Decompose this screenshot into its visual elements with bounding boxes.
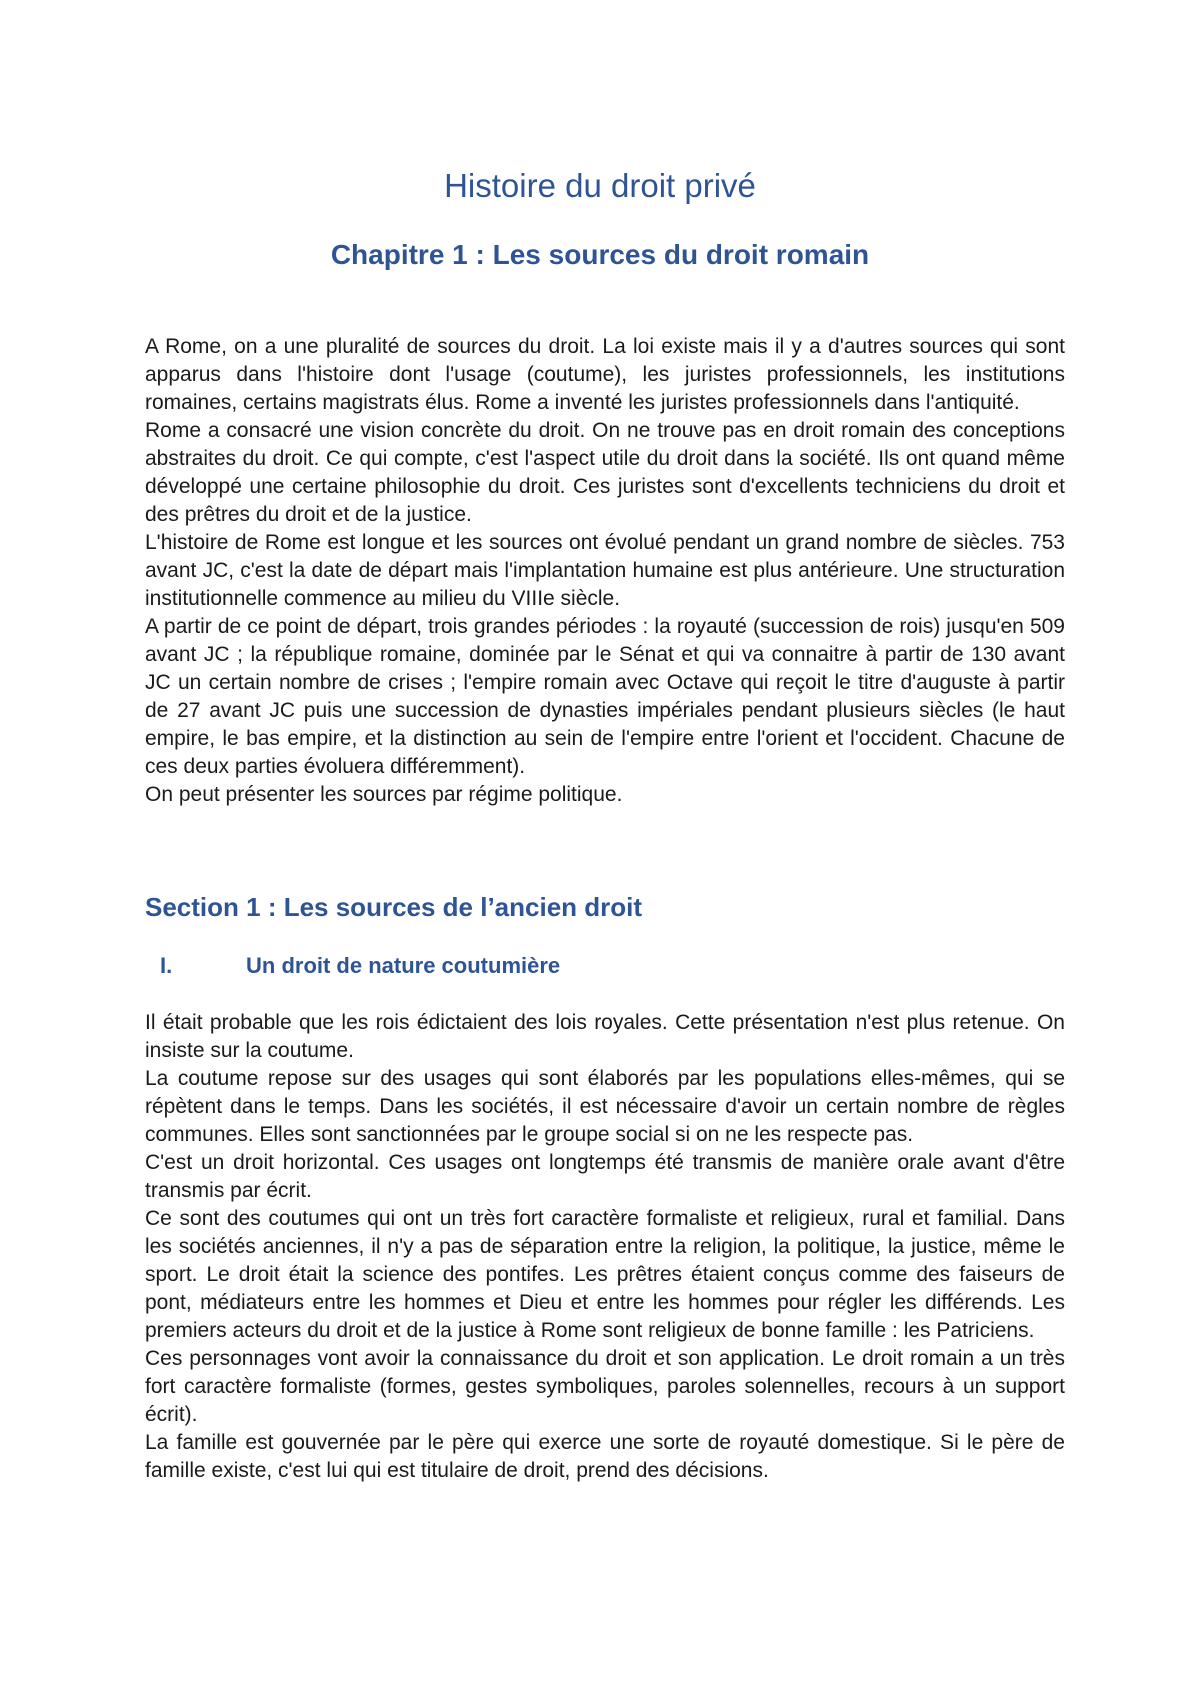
subsection-title: Un droit de nature coutumière — [246, 953, 561, 978]
paragraph: Il était probable que les rois édictaient des lois royales. Cette présentation n'est plus retenue. On insiste sur la coutume. — [145, 1011, 1065, 1062]
intro-text — [145, 333, 1065, 809]
paragraph: Ces personnages vont avoir la connaissance du droit et son application. Le droit romain a un très fort caractère formaliste (formes, gestes symboliques, paroles solennelles, recours à un support écrit). — [145, 1347, 1065, 1426]
chapter-heading: Chapitre 1 : Les sources du droit romain — [330, 239, 870, 270]
paragraph: A Rome, on a une pluralité de sources du droit. La loi existe mais il y a d'autres sources qui sont apparus dans l'histoire dont l'usage (coutume), les juristes professionnels, les institutions romaines, certains magistrats élus. Rome a inventé les juristes professionnels dans l'antiquité. — [145, 335, 1065, 414]
paragraph: L'histoire de Rome est longue et les sources ont évolué pendant un grand nombre de siècles. 753 avant JC, c'est la date de départ mais l'implantation humaine est plus antérieure. Une structuration institutionnelle commence au milieu du VIIIe siècle. — [145, 531, 1065, 610]
paragraph: Ce sont des coutumes qui ont un très fort caractère formaliste et religieux, rural et familial. Dans les sociétés anciennes, il n'y a pas de séparation entre la religion, la politique, la justice, même le sport. Le droit était la science des pontifes. Les prêtres étaient conçus comme des faiseurs de pont, médiateurs entre les hommes et Dieu et entre les hommes pour régler les différends. Les premiers acteurs du droit et de la justice à Rome sont religieux de bonne famille : les Patriciens. — [145, 1207, 1065, 1342]
section-heading: Section 1 : Les sources de l’ancien droit — [145, 892, 643, 922]
paragraph: La famille est gouvernée par le père qui exerce une sorte de royauté domestique. Si le père de famille existe, c'est lui qui est titulaire de droit, prend des décisions. — [145, 1431, 1065, 1482]
subsection-heading — [145, 952, 845, 980]
paragraph: On peut présenter les sources par régime politique. — [145, 783, 623, 806]
paragraph: La coutume repose sur des usages qui sont élaborés par les populations elles-mêmes, qui se répètent dans le temps. Dans les sociétés, il est nécessaire d'avoir un certain nombre de règles communes. Elles sont sanctionnées par le groupe social si on ne les respecte pas. — [145, 1067, 1065, 1146]
paragraph: C'est un droit horizontal. Ces usages ont longtemps été transmis de manière orale avant d'être transmis par écrit. — [145, 1151, 1065, 1202]
document-title: Histoire du droit privé — [444, 167, 756, 204]
paragraph: Rome a consacré une vision concrète du droit. On ne trouve pas en droit romain des conceptions abstraites du droit. Ce qui compte, c'est l'aspect utile du droit dans la société. Ils ont quand même développé une certaine philosophie du droit. Ces juristes sont d'excellents techniciens du droit et des prêtres du droit et de la justice. — [145, 419, 1065, 526]
section-body-text — [145, 1009, 1065, 1485]
subsection-number: I. — [160, 953, 173, 978]
paragraph: A partir de ce point de départ, trois grandes périodes : la royauté (succession de rois) jusqu'en 509 avant JC ; la république romaine, dominée par le Sénat et qui va connaitre à partir de 130 avant JC un certain nombre de crises ; l'empire romain avec Octave qui reçoit le titre d'auguste à partir de 27 avant JC puis une succession de dynasties impériales pendant plusieurs siècles (le haut empire, le bas empire, et la distinction au sein de l'empire entre l'orient et l'occident. Chacune de ces deux parties évoluera différemment). — [145, 615, 1065, 778]
